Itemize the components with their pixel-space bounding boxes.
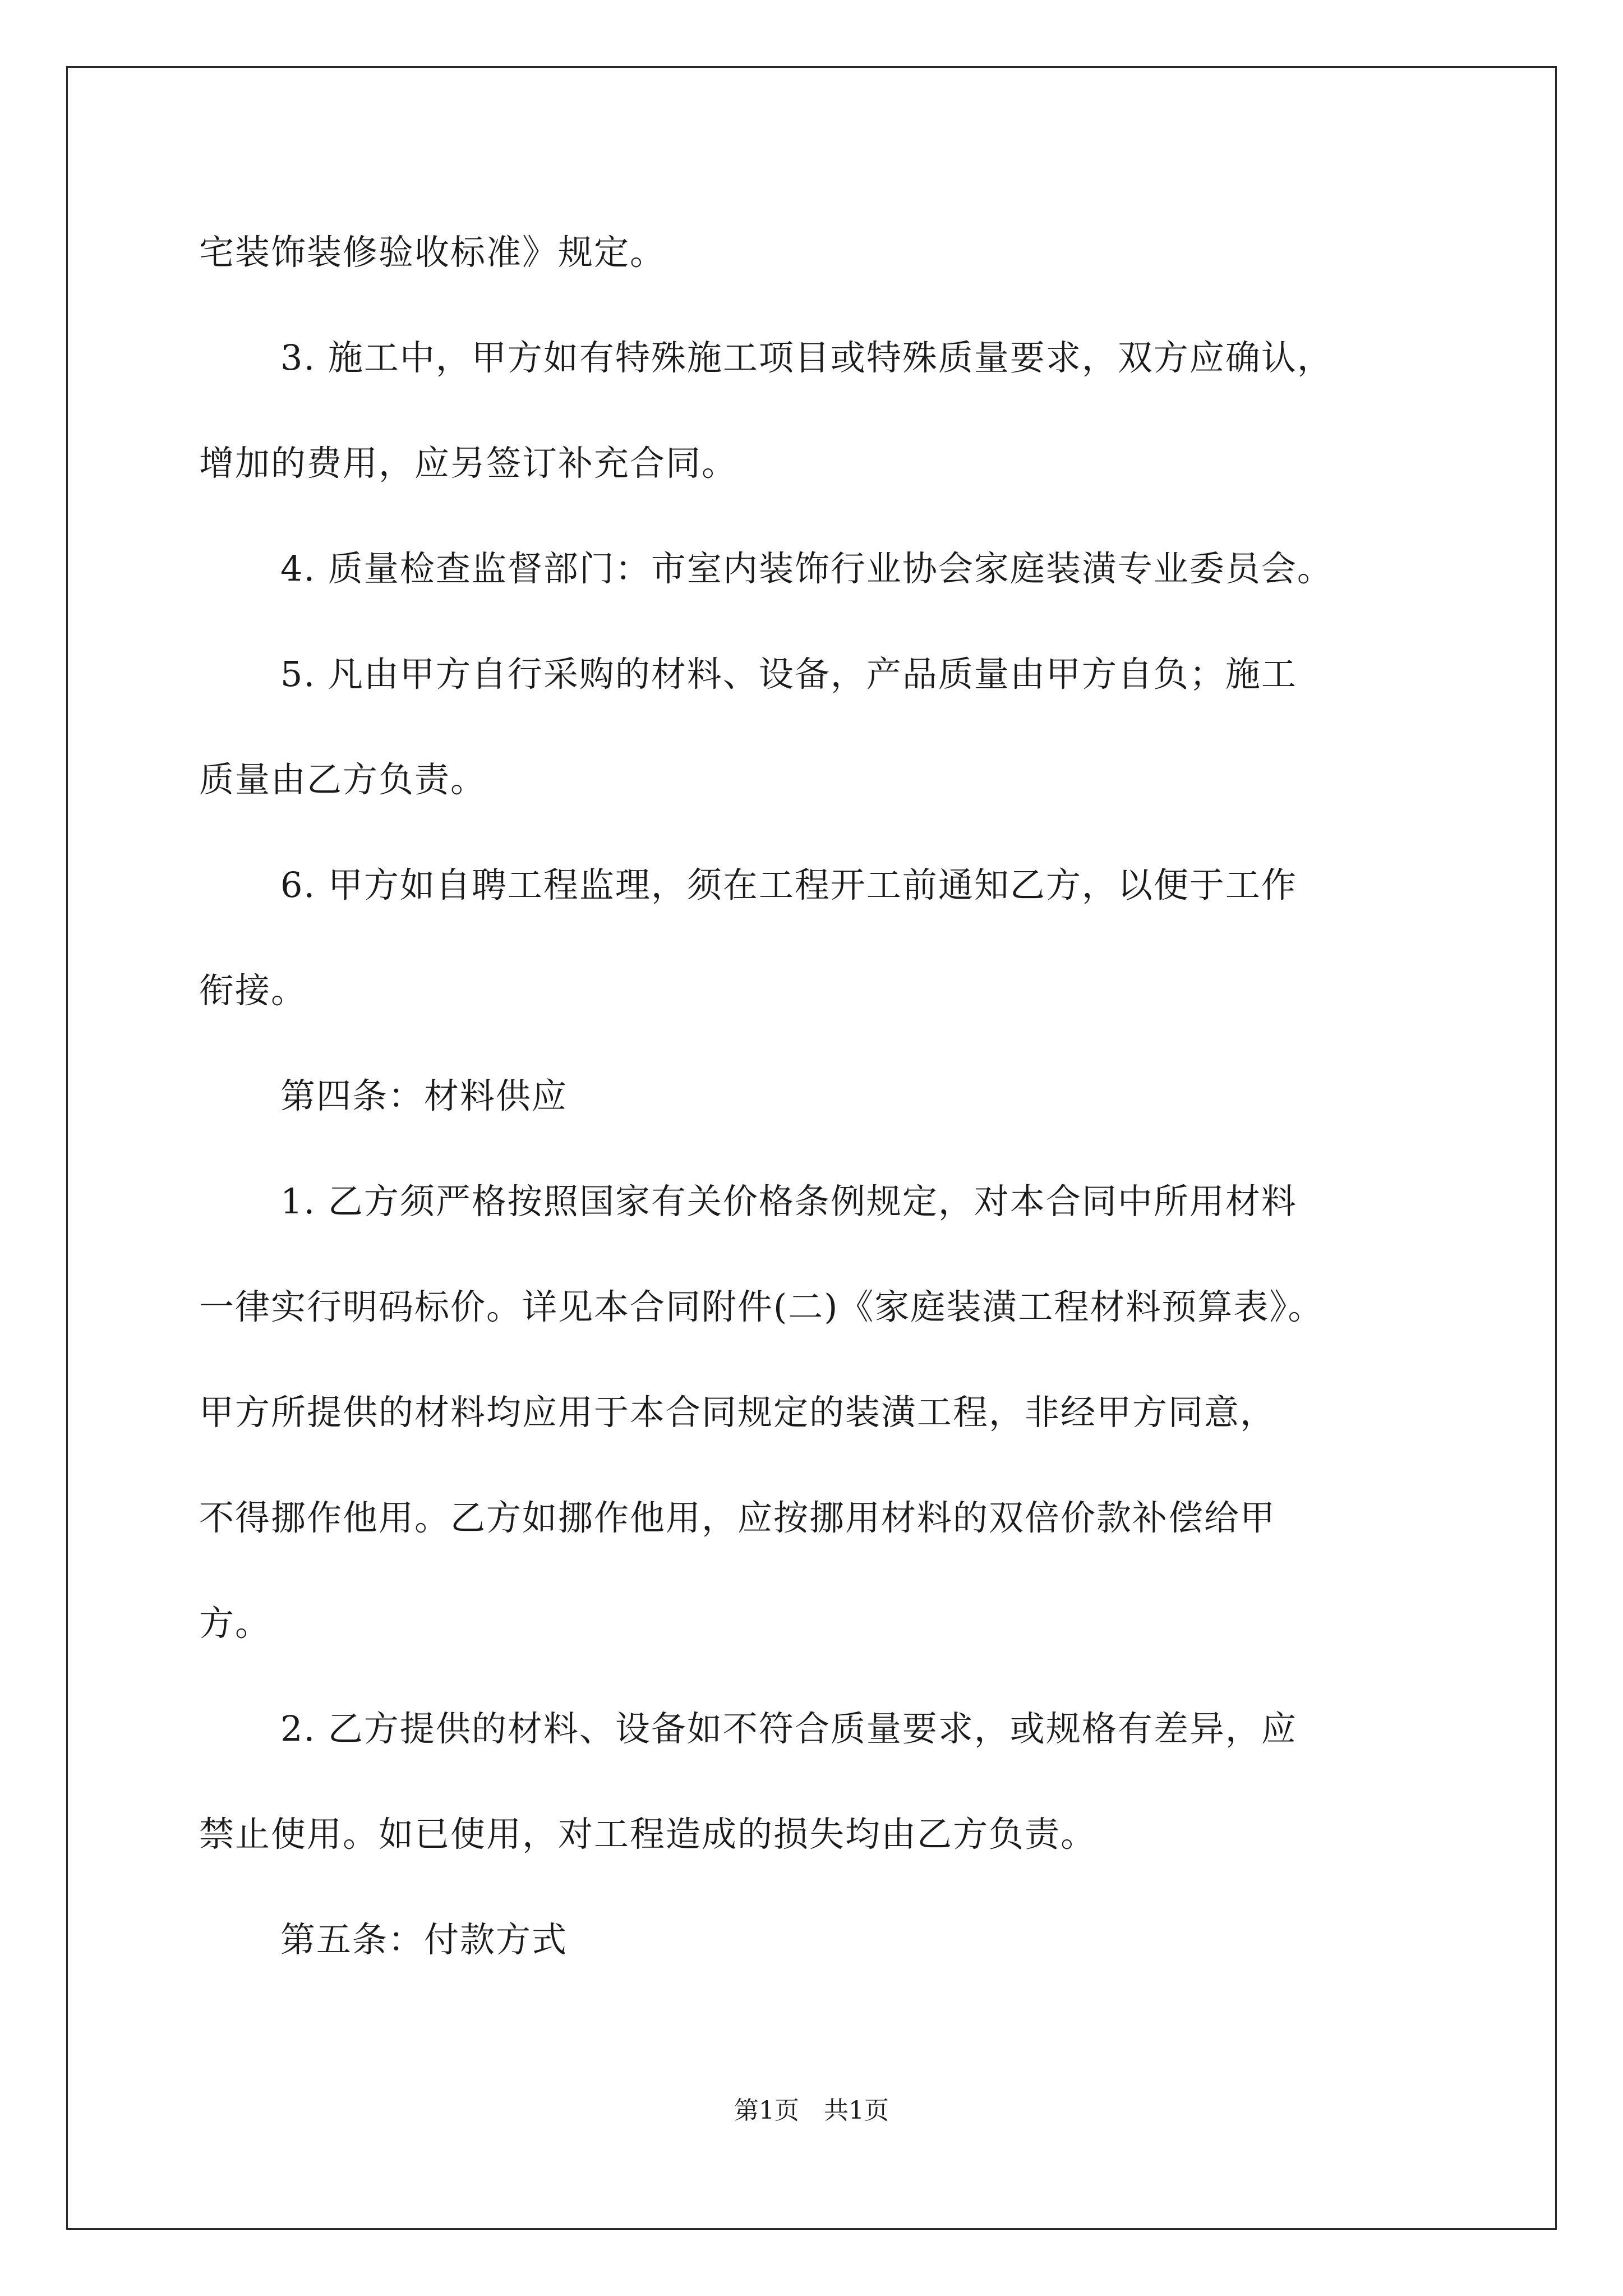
body-line: 质量由乙方负责。 [199, 759, 487, 800]
page-number-footer: 第1页 共1页 [734, 2096, 889, 2125]
body-line: 禁止使用。如已使用，对工程造成的损失均由乙方负责。 [199, 1814, 1097, 1855]
body-line: 一律实行明码标价。详见本合同附件(二)《家庭装潢工程材料预算表》。 [199, 1286, 1324, 1327]
body-line: 宅装饰装修验收标准》规定。 [199, 232, 666, 273]
section-heading: 第四条：材料供应 [280, 1075, 568, 1116]
body-line: 方。 [199, 1603, 271, 1644]
section-heading: 第五条：付款方式 [280, 1919, 568, 1960]
body-line: 甲方所提供的材料均应用于本合同规定的装潢工程，非经甲方同意， [199, 1392, 1276, 1433]
body-line: 1. 乙方须严格按照国家有关价格条例规定，对本合同中所用材料 [280, 1181, 1297, 1222]
body-line: 2. 乙方提供的材料、设备如不符合质量要求，或规格有差异，应 [280, 1708, 1297, 1749]
body-line: 4. 质量检查监督部门：市室内装饰行业协会家庭装潢专业委员会。 [280, 548, 1333, 589]
body-line: 3. 施工中，甲方如有特殊施工项目或特殊质量要求，双方应确认， [280, 337, 1333, 378]
page-border [66, 66, 1557, 2230]
body-line: 不得挪作他用。乙方如挪作他用，应按挪用材料的双倍价款补偿给甲 [199, 1497, 1276, 1538]
body-line: 5. 凡由甲方自行采购的材料、设备，产品质量由甲方自负；施工 [280, 654, 1297, 694]
body-line: 增加的费用，应另签订补充合同。 [199, 443, 738, 484]
body-line: 衔接。 [199, 970, 307, 1011]
body-line: 6. 甲方如自聘工程监理，须在工程开工前通知乙方，以便于工作 [280, 864, 1297, 905]
